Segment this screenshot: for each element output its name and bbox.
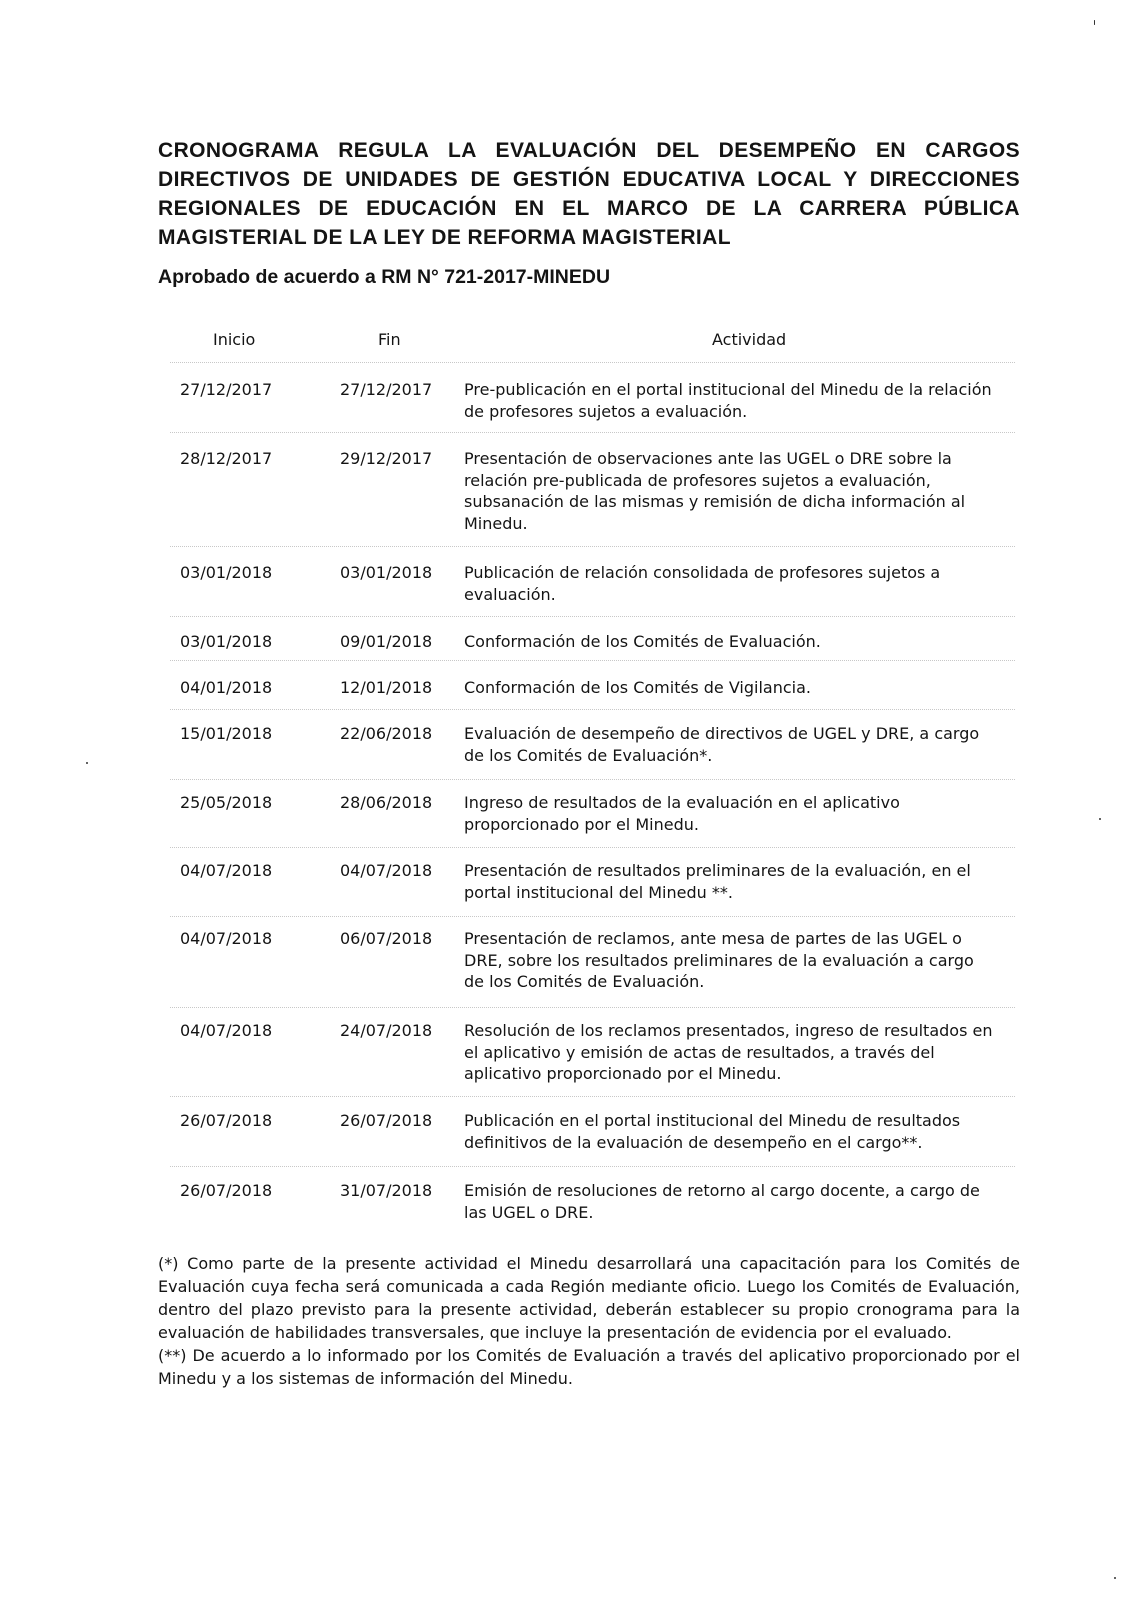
table-row	[180, 677, 1020, 723]
table-row	[180, 723, 1020, 792]
start-date: 27/12/2017	[180, 380, 273, 399]
start-date: 04/01/2018	[180, 678, 273, 697]
activity-text: Ingreso de resultados de la evaluación en el aplicativo proporcionado por el Minedu.	[464, 793, 900, 834]
start-date: 03/01/2018	[180, 632, 273, 651]
start-date: 15/01/2018	[180, 724, 273, 743]
end-date: 03/01/2018	[340, 563, 433, 582]
activity-text: Conformación de los Comités de Evaluación.	[464, 632, 821, 651]
start-date: 25/05/2018	[180, 793, 273, 812]
end-date: 04/07/2018	[340, 861, 433, 880]
start-date: 04/07/2018	[180, 1021, 273, 1040]
footnote-1: (*) Como parte de la presente actividad el Minedu desarrollará una capacitación para los Comités de Evaluación cuya fecha será comunicada a cada Región mediante oficio. Luego los Comités de Evaluación, dentro del plazo previsto para la presente actividad, deberán establecer su propio cronograma para la evaluación de habilidades transversales, que incluye la presentación de evidencia por el evaluado.	[158, 1254, 1020, 1342]
end-date: 24/07/2018	[340, 1021, 433, 1040]
start-date: 26/07/2018	[180, 1111, 273, 1130]
start-date: 04/07/2018	[180, 861, 273, 880]
table-row	[180, 928, 1020, 1020]
row-separator	[170, 362, 1015, 363]
activity-text: Presentación de resultados preliminares de la evaluación, en el portal institucional del Minedu **.	[464, 861, 971, 902]
end-date: 09/01/2018	[340, 632, 433, 651]
activity-text: Emisión de resoluciones de retorno al cargo docente, a cargo de las UGEL o DRE.	[464, 1181, 980, 1222]
end-date: 28/06/2018	[340, 793, 433, 812]
activity-text: Resolución de los reclamos presentados, ingreso de resultados en el aplicativo y emisión de actas de resultados, a través del aplicativo proporcionado por el Minedu.	[464, 1021, 993, 1083]
activity-text: Pre-publicación en el portal institucional del Minedu de la relación de profesores sujetos a evaluación.	[464, 380, 992, 421]
table-row	[180, 379, 1020, 448]
column-header-inicio: Inicio	[213, 330, 256, 349]
scan-speck	[1099, 818, 1101, 820]
start-date: 26/07/2018	[180, 1181, 273, 1200]
activity-text: Presentación de observaciones ante las UGEL o DRE sobre la relación pre-publicada de profesores sujetos a evaluación, subsanación de las mismas y remisión de dicha información al Minedu.	[464, 449, 966, 533]
column-header-actividad: Actividad	[712, 330, 787, 349]
start-date: 04/07/2018	[180, 929, 273, 948]
activity-text: Conformación de los Comités de Vigilancia.	[464, 678, 811, 697]
document-subtitle: Aprobado de acuerdo a RM N° 721-2017-MINEDU	[158, 266, 611, 288]
table-row	[180, 448, 1020, 562]
end-date: 29/12/2017	[340, 449, 433, 468]
column-header-fin: Fin	[378, 330, 401, 349]
start-date: 03/01/2018	[180, 563, 273, 582]
end-date: 31/07/2018	[340, 1181, 433, 1200]
scan-speck	[1094, 20, 1095, 25]
table-row	[180, 792, 1020, 860]
start-date: 28/12/2017	[180, 449, 273, 468]
schedule-table	[180, 379, 1020, 1240]
activity-text: Presentación de reclamos, ante mesa de partes de las UGEL o DRE, sobre los resultados preliminares de la evaluación a cargo de los Comités de Evaluación.	[464, 929, 974, 991]
end-date: 22/06/2018	[340, 724, 433, 743]
end-date: 27/12/2017	[340, 380, 433, 399]
table-row	[180, 631, 1020, 677]
activity-text: Evaluación de desempeño de directivos de UGEL y DRE, a cargo de los Comités de Evaluación*.	[464, 724, 980, 765]
footnotes	[158, 1252, 1020, 1390]
end-date: 12/01/2018	[340, 678, 433, 697]
table-row	[180, 1110, 1020, 1180]
end-date: 06/07/2018	[340, 929, 433, 948]
footnote-2: (**) De acuerdo a lo informado por los Comités de Evaluación a través del aplicativo proporcionado por el Minedu y a los sistemas de información del Minedu.	[158, 1346, 1020, 1388]
end-date: 26/07/2018	[340, 1111, 433, 1130]
table-row	[180, 860, 1020, 928]
table-row	[180, 562, 1020, 631]
activity-text: Publicación de relación consolidada de profesores sujetos a evaluación.	[464, 563, 941, 604]
table-row	[180, 1020, 1020, 1110]
document-title: CRONOGRAMA REGULA LA EVALUACIÓN DEL DESEMPEÑO EN CARGOS DIRECTIVOS DE UNIDADES DE GESTIÓN EDUCATIVA LOCAL Y DIRECCIONES REGIONALES DE EDUCACIÓN EN EL MARCO DE LA CARRERA PÚBLICA MAGISTERIAL DE LA LEY DE REFORMA MAGISTERIAL	[158, 139, 1020, 249]
scan-speck	[1114, 1577, 1116, 1579]
scan-speck	[86, 762, 88, 764]
activity-text: Publicación en el portal institucional del Minedu de resultados definitivos de la evaluación de desempeño en el cargo**.	[464, 1111, 961, 1152]
table-row	[180, 1180, 1020, 1240]
